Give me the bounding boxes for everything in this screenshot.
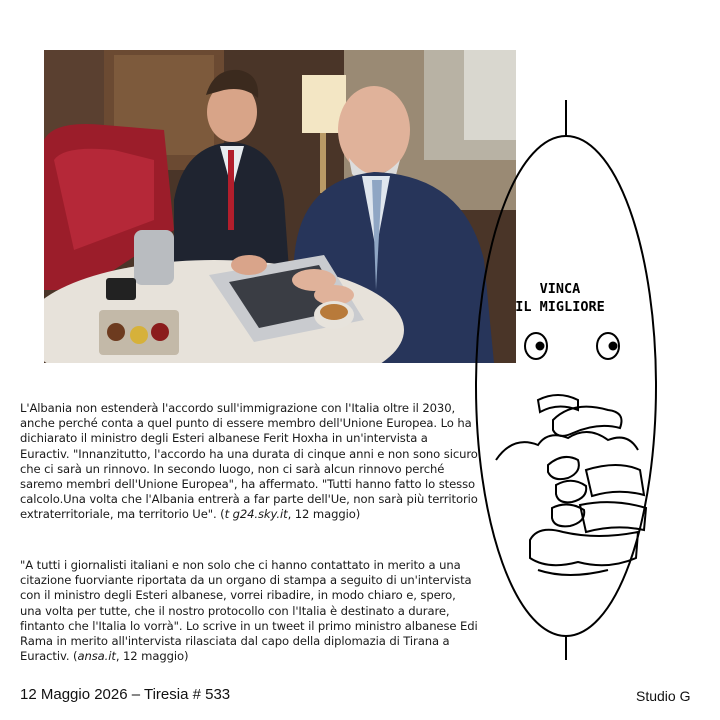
speech-line-1: VINCA: [539, 281, 581, 297]
paragraph-2-date: , 12 maggio): [115, 649, 189, 664]
cartoon-character: [468, 100, 668, 660]
paragraph-1-date: , 12 maggio): [287, 507, 361, 522]
speech-text: [505, 280, 615, 316]
footer-studio: Studio G: [636, 688, 691, 704]
footer-date-issue: 12 Maggio 2026 – Tiresia # 533: [20, 686, 231, 703]
paragraph-1-source: t g24.sky.it: [224, 507, 288, 522]
article-paragraph-1: [20, 401, 480, 523]
speech-line-2: IL MIGLIORE: [515, 299, 605, 315]
news-photo: [44, 50, 516, 363]
paragraph-2-text: "A tutti i giornalisti italiani e non solo che ci hanno contattato in merito a una citazione fuorviante riportata da un organo di stampa a seguito di un'intervista con il ministro degli Esteri albanese, vorrei ribadire, in modo chiaro e, spero, una volta per tutte, che il nostro protocollo con l'Italia è destinato a durare, fintanto che l'Italia lo vorrà". Lo scrive in un tweet il primo ministro albanese Edi Rama in merito all'intervista rilasciata dal capo della diplomazia di Tirana a Euractiv. (: [20, 558, 478, 664]
paragraph-1-text: L'Albania non estenderà l'accordo sull'immigrazione con l'Italia oltre il 2030, anche perché conta a quel punto di essere membro dell'Unione Europea. Lo ha dichiarato il ministro degli Esteri albanese Ferit Hoxha in un'intervista a Euractiv. "Innanzitutto, l'accordo ha una durata di cinque anni e non sono sicuro che ci sarà un rinnovo. In secondo luogo, non ci sarà alcun rinnovo perché saremo membri dell'Unione Europea", ha affermato. "Tutti hanno fatto lo stesso calcolo.Una volta che l'Albania entrerà a far parte dell'Ue, non sarà più territorio extraterritoriale, ma territorio Ue". (: [20, 401, 478, 522]
article-paragraph-2: [20, 558, 480, 664]
paragraph-2-source: ansa.it: [77, 649, 116, 664]
